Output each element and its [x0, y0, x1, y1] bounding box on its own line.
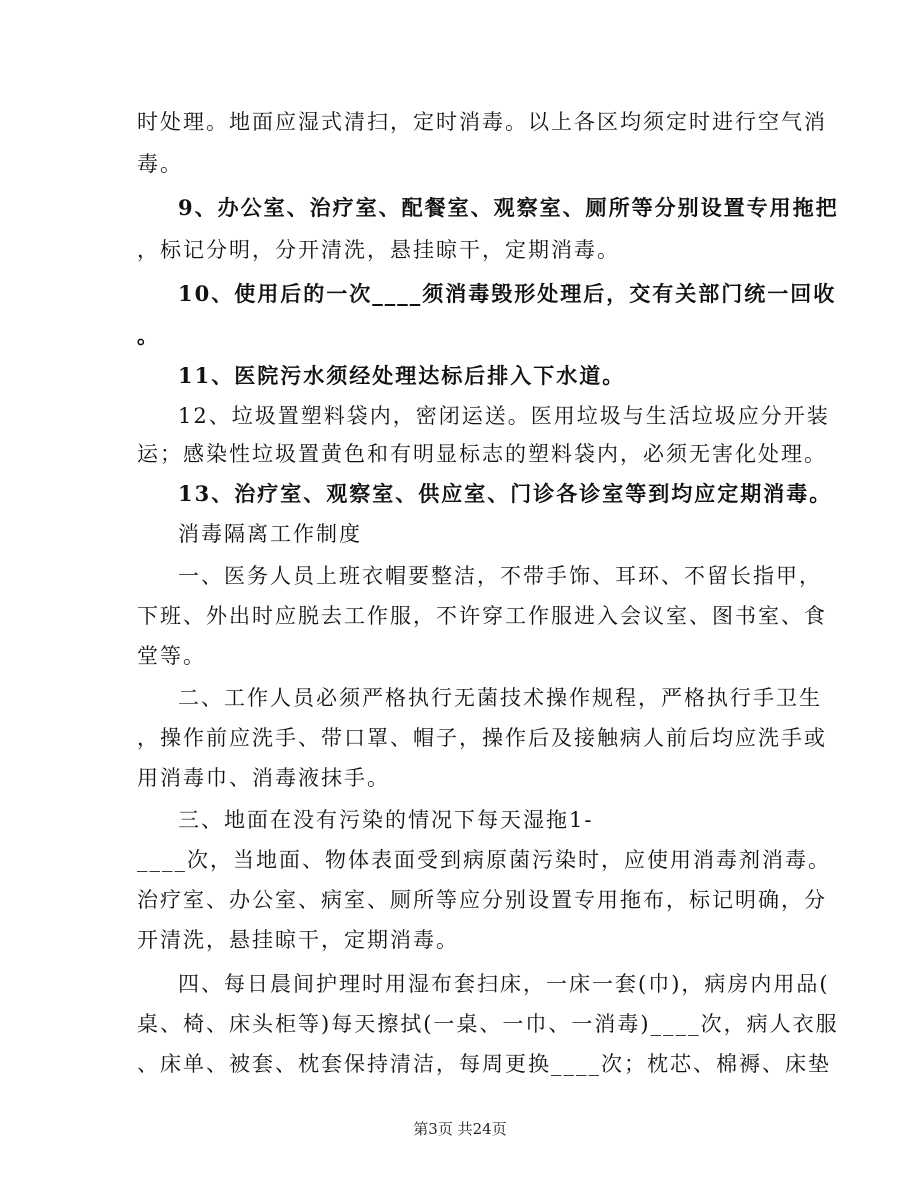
- text-line: 治疗室、办公室、病室、厕所等应分别设置专用拖布，标记明确，分: [137, 888, 827, 912]
- text-line: 四、每日晨间护理时用湿布套扫床，一床一套(巾)，病房内用品(: [178, 972, 830, 996]
- section-heading: 消毒隔离工作制度: [178, 522, 362, 546]
- text-line: 二、工作人员必须严格执行无菌技术操作规程，严格执行手卫生: [178, 686, 822, 710]
- text-line: 12、垃圾置塑料袋内，密闭运送。医用垃圾与生活垃圾应分开装: [178, 404, 830, 428]
- text-line: 9、办公室、治疗室、配餐室、观察室、厕所等分别设置专用拖把: [178, 195, 839, 220]
- text-line: ，操作前应洗手、带口罩、帽子，操作后及接触病人前后均应洗手或: [137, 726, 827, 750]
- text-line: 用消毒巾、消毒液抹手。: [137, 766, 390, 790]
- text-line: 运；感染性垃圾置黄色和有明显标志的塑料袋内，必须无害化处理。: [137, 442, 827, 466]
- text-line: 10、使用后的一次____须消毒毁形处理后，交有关部门统一回收: [178, 281, 837, 306]
- text-line: ____次，当地面、物体表面受到病原菌污染时，应使用消毒剂消毒。: [137, 848, 831, 872]
- text-line: 13、治疗室、观察室、供应室、门诊各诊室等到均应定期消毒。: [178, 481, 833, 506]
- text-line: 三、地面在没有污染的情况下每天湿拖1-: [178, 808, 594, 832]
- page-number: 第3页 共24页: [413, 1120, 507, 1138]
- text-line: 、床单、被套、枕套保持清洁，每周更换____次；枕芯、棉褥、床垫: [137, 1052, 831, 1076]
- text-line: 一、医务人员上班衣帽要整洁，不带手饰、耳环、不留长指甲，: [178, 564, 822, 588]
- text-line: 毒。: [137, 152, 183, 176]
- text-line: 堂等。: [137, 644, 206, 668]
- text-line: 11、医院污水须经处理达标后排入下水道。: [178, 363, 626, 388]
- text-line: 。: [137, 323, 160, 348]
- text-line: 时处理。地面应湿式清扫，定时消毒。以上各区均须定时进行空气消: [137, 110, 827, 134]
- text-line: 下班、外出时应脱去工作服，不许穿工作服进入会议室、图书室、食: [137, 604, 827, 628]
- text-line: 开清洗，悬挂晾干，定期消毒。: [137, 928, 459, 952]
- text-line: 桌、椅、床头柜等)每天擦拭(一桌、一巾、一消毒)____次，病人衣服: [137, 1012, 839, 1036]
- text-line: ，标记分明，分开清洗，悬挂晾干，定期消毒。: [137, 238, 620, 262]
